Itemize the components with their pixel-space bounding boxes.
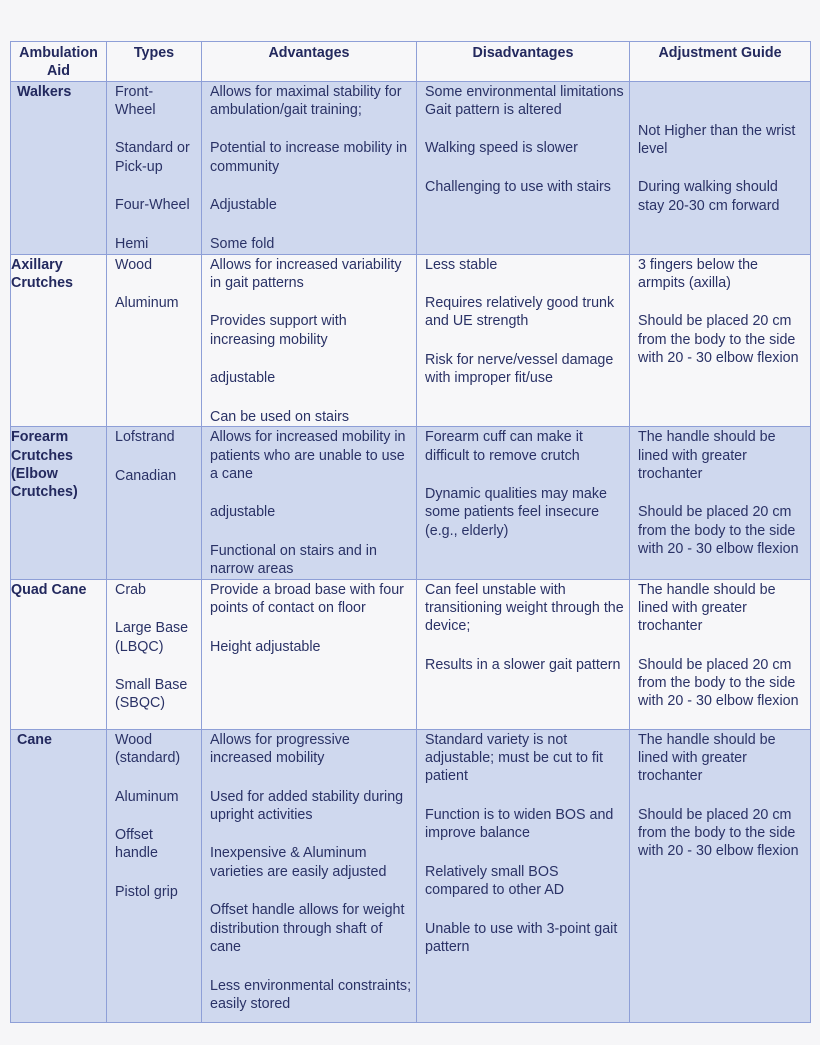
type-item: Canadian xyxy=(115,467,177,484)
adjustment-item: The handle should be lined with greater trochanter xyxy=(638,731,776,785)
ambulation-aids-table-container xyxy=(10,41,811,1023)
advantage-item: Allows for increased mobility in patients who are unable to use a cane xyxy=(210,429,406,482)
header-types: Types xyxy=(107,42,202,82)
advantage-item: Provide a broad base with four points of contact on floor xyxy=(210,581,404,616)
adjustment-item: 3 fingers below the armpits (axilla) xyxy=(638,256,759,291)
disadvantages-cell xyxy=(417,81,630,254)
aid-cell: Axillary Crutches xyxy=(11,254,107,427)
table-row-cane xyxy=(11,729,811,1022)
type-item: Front-Wheel xyxy=(115,83,156,118)
advantage-item: adjustable xyxy=(210,504,276,521)
types-cell xyxy=(107,254,202,427)
disadvantage-item: Can feel unstable with transitioning weight through the device; xyxy=(425,581,624,635)
aid-cell: Cane xyxy=(11,729,107,1022)
header-ambulation-aid: Ambulation Aid xyxy=(11,42,107,82)
disadvantage-item: Less stable xyxy=(425,256,498,273)
adjustment-item: Should be placed 20 cm from the body to the side with 20 - 30 elbow flexion xyxy=(638,806,799,860)
type-item: Aluminum xyxy=(115,788,179,805)
types-cell xyxy=(107,81,202,254)
types-cell xyxy=(107,579,202,729)
advantages-cell xyxy=(202,254,417,427)
adjustment-cell xyxy=(630,254,811,427)
advantages-cell xyxy=(202,579,417,729)
advantage-item: Height adjustable xyxy=(210,638,321,655)
advantage-item: Less environmental constraints; easily stored xyxy=(210,977,412,1012)
table-row-walkers xyxy=(11,81,811,254)
type-item: Lofstrand xyxy=(115,429,175,446)
aid-cell: Forearm Crutches (Elbow Crutches) xyxy=(11,427,107,579)
advantage-item: Provides support with increasing mobility xyxy=(210,313,347,348)
advantages-cell xyxy=(202,81,417,254)
type-item: Wood xyxy=(115,256,153,273)
advantage-item: Inexpensive & Aluminum varieties are easily adjusted xyxy=(210,845,387,880)
disadvantage-item: Standard variety is not adjustable; must be cut to fit patient xyxy=(425,731,604,785)
disadvantage-item: Unable to use with 3-point gait pattern xyxy=(425,920,618,955)
advantage-item: Can be used on stairs xyxy=(210,408,350,425)
type-item: Wood (standard) xyxy=(115,731,181,766)
type-item: Standard or Pick-up xyxy=(115,140,190,175)
disadvantage-item: Results in a slower gait pattern xyxy=(425,656,621,673)
disadvantage-item: Relatively small BOS compared to other AD xyxy=(425,863,565,899)
advantage-item: Adjustable xyxy=(210,197,277,214)
advantage-item: Functional on stairs and in narrow areas xyxy=(210,543,377,578)
type-item: Crab xyxy=(115,581,146,598)
type-item: Offset handle xyxy=(115,827,158,862)
table-header-row xyxy=(11,42,811,82)
aid-cell: Quad Cane xyxy=(11,579,107,729)
adjustment-cell xyxy=(630,729,811,1022)
type-item: Four-Wheel xyxy=(115,197,190,214)
adjustment-item: The handle should be lined with greater trochanter xyxy=(638,429,776,482)
header-advantages: Advantages xyxy=(202,42,417,82)
advantage-item: Allows for maximal stability for ambulation/gait training; xyxy=(210,83,402,118)
adjustment-item: Should be placed 20 cm from the body to the side with 20 - 30 elbow flexion xyxy=(638,656,799,710)
advantage-item: adjustable xyxy=(210,370,276,387)
advantage-item: Some fold xyxy=(210,235,275,252)
type-item: Aluminum xyxy=(115,295,179,312)
disadvantage-item: Function is to widen BOS and improve balance xyxy=(425,806,614,842)
advantage-item: Allows for increased variability in gait patterns xyxy=(210,256,402,291)
disadvantages-cell xyxy=(417,254,630,427)
disadvantage-item: Gait pattern is altered xyxy=(425,101,562,118)
adjustment-item: Not Higher than the wrist level xyxy=(638,122,796,157)
table-row-axillary-crutches xyxy=(11,254,811,427)
advantage-item: Offset handle allows for weight distribution through shaft of cane xyxy=(210,902,405,955)
table-row-quad-cane xyxy=(11,579,811,729)
disadvantages-cell xyxy=(417,579,630,729)
type-item: Small Base (SBQC) xyxy=(115,677,188,712)
header-adjustment-guide: Adjustment Guide xyxy=(630,42,811,82)
advantage-item: Allows for progressive increased mobility xyxy=(210,731,350,766)
adjustment-cell xyxy=(630,579,811,729)
adjustment-item: Should be placed 20 cm from the body to the side with 20 - 30 elbow flexion xyxy=(638,313,799,367)
ambulation-aids-table xyxy=(10,41,811,1023)
disadvantage-item: Forearm cuff can make it difficult to remove crutch xyxy=(425,429,583,464)
disadvantage-item: Challenging to use with stairs xyxy=(425,179,611,196)
adjustment-item: The handle should be lined with greater trochanter xyxy=(638,581,776,635)
disadvantage-item: Some environmental limitations xyxy=(425,83,624,100)
disadvantage-item: Risk for nerve/vessel damage with improper fit/use xyxy=(425,352,614,387)
advantage-item: Potential to increase mobility in community xyxy=(210,140,408,175)
types-cell xyxy=(107,729,202,1022)
disadvantage-item: Requires relatively good trunk and UE strength xyxy=(425,295,615,330)
disadvantage-item: Dynamic qualities may make some patients feel insecure (e.g., elderly) xyxy=(425,486,607,539)
header-disadvantages: Disadvantages xyxy=(417,42,630,82)
advantages-cell xyxy=(202,729,417,1022)
adjustment-cell xyxy=(630,427,811,579)
disadvantages-cell xyxy=(417,729,630,1022)
adjustment-item: Should be placed 20 cm from the body to the side with 20 - 30 elbow flexion xyxy=(638,504,799,558)
advantage-item: Used for added stability during upright activities xyxy=(210,788,404,823)
disadvantages-cell xyxy=(417,427,630,579)
disadvantage-item: Walking speed is slower xyxy=(425,140,578,157)
table-row-forearm-crutches xyxy=(11,427,811,579)
adjustment-cell xyxy=(630,81,811,254)
type-item: Large Base (LBQC) xyxy=(115,620,189,655)
types-cell xyxy=(107,427,202,579)
aid-cell: Walkers xyxy=(11,81,107,254)
adjustment-item: During walking should stay 20-30 cm forward xyxy=(638,179,780,214)
advantages-cell xyxy=(202,427,417,579)
type-item: Hemi xyxy=(115,235,149,252)
type-item: Pistol grip xyxy=(115,884,178,901)
